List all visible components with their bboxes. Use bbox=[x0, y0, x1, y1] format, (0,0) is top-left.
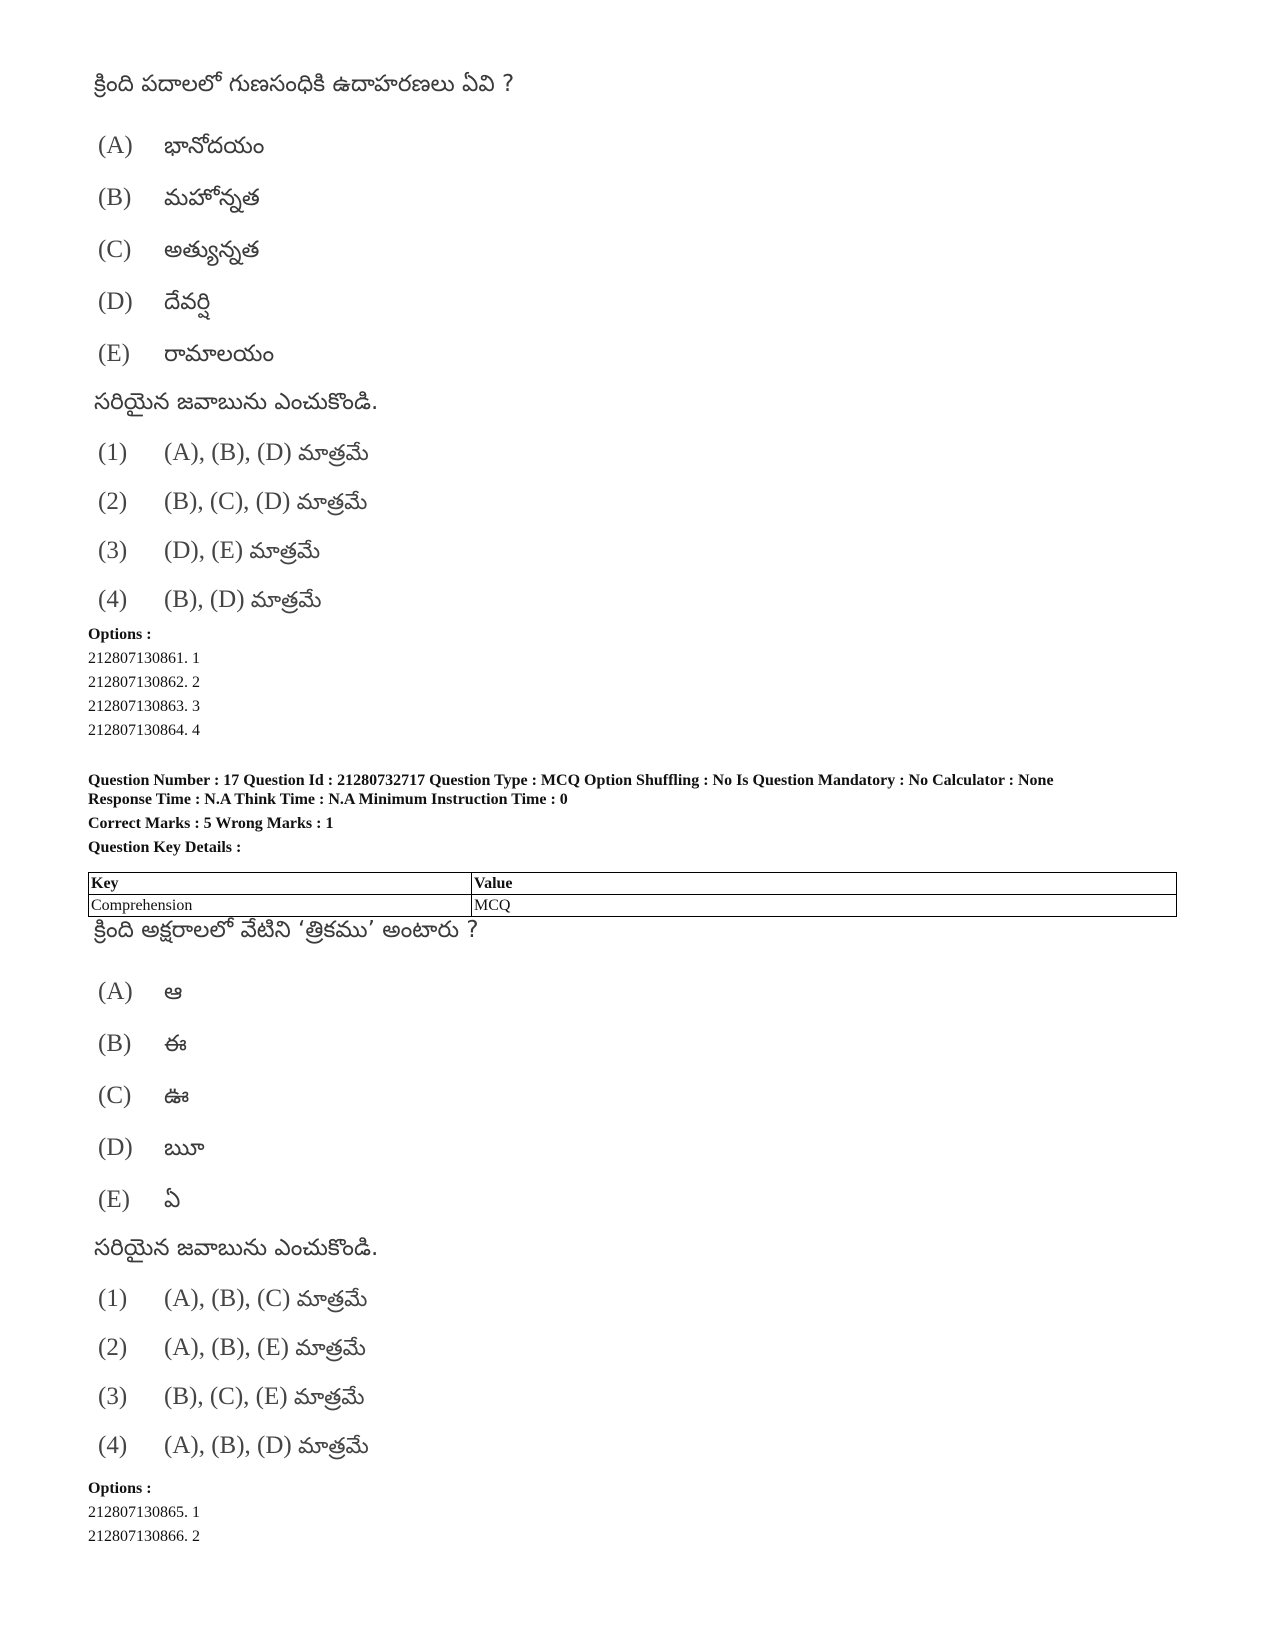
option-item: 212807130866. 2 bbox=[88, 1528, 200, 1545]
item-text: రామాలయం bbox=[164, 341, 275, 367]
item-label: (A) bbox=[98, 132, 133, 159]
marks-line: Correct Marks : 5 Wrong Marks : 1 bbox=[88, 815, 334, 832]
question-instruction: సరియైన జవాబును ఎంచుకొండి. bbox=[94, 1235, 379, 1261]
table-header-cell: Key bbox=[89, 873, 472, 895]
table-header-row bbox=[89, 873, 1177, 895]
answer-choices: (D), (E) bbox=[164, 536, 244, 564]
answer-choices: (A), (B), (D) bbox=[164, 438, 292, 466]
answer-choices: (B), (C), (D) bbox=[164, 487, 291, 515]
answer-choices: (A), (B), (C) bbox=[164, 1284, 291, 1312]
option-item: 212807130865. 1 bbox=[88, 1504, 200, 1521]
answer-label: (2) bbox=[98, 488, 128, 515]
question-item bbox=[88, 120, 514, 172]
item-label: (B) bbox=[98, 1030, 132, 1057]
question-stem: క్రింది పదాలలో గుణసంధికి ఉదాహరణలు ఏవి ? bbox=[94, 71, 515, 97]
question-16-image bbox=[88, 68, 514, 624]
answer-suffix: మాత్రమే bbox=[295, 1335, 366, 1361]
answer-suffix: మాత్రమే bbox=[293, 1384, 365, 1410]
answer-suffix: మాత్రమే bbox=[250, 587, 322, 613]
question-item bbox=[88, 224, 514, 276]
item-text: ఊ bbox=[164, 1083, 190, 1109]
item-text: ఆ bbox=[164, 979, 183, 1005]
question-item bbox=[88, 172, 514, 224]
table-cell: MCQ bbox=[472, 895, 1177, 917]
answer-label: (1) bbox=[98, 439, 128, 466]
metadata-line: Question Number : 17 Question Id : 21280732717 Question Type : MCQ Option Shuffling : No Is Question Mandatory : No Calculator : None bbox=[88, 772, 1054, 789]
option-item: 212807130861. 1 bbox=[88, 650, 200, 667]
answer-suffix: మాత్రమే bbox=[296, 1286, 368, 1312]
item-text: అత్యున్నత bbox=[164, 237, 260, 263]
question-item bbox=[88, 1070, 479, 1122]
table-cell: Comprehension bbox=[89, 895, 472, 917]
item-label: (B) bbox=[98, 184, 132, 211]
question-item bbox=[88, 1174, 479, 1226]
item-label: (D) bbox=[98, 1134, 133, 1161]
item-label: (E) bbox=[98, 340, 130, 367]
answer-suffix: మాత్రమే bbox=[296, 489, 368, 515]
question-item bbox=[88, 1122, 479, 1174]
item-label: (D) bbox=[98, 288, 133, 315]
answer-suffix: మాత్రమే bbox=[297, 440, 369, 466]
answer-choices: (A), (B), (D) bbox=[164, 1431, 292, 1459]
answer-label: (4) bbox=[98, 586, 128, 613]
key-details-heading: Question Key Details : bbox=[88, 839, 242, 856]
item-label: (A) bbox=[98, 978, 133, 1005]
answer-label: (4) bbox=[98, 1432, 128, 1459]
answer-suffix: మాత్రమే bbox=[297, 1433, 369, 1459]
question-item bbox=[88, 1018, 479, 1070]
question-item bbox=[88, 966, 479, 1018]
item-label: (C) bbox=[98, 236, 132, 263]
item-label: (E) bbox=[98, 1186, 130, 1213]
options-list bbox=[88, 623, 200, 743]
item-text: భానోదయం bbox=[164, 133, 265, 159]
metadata-line: Response Time : N.A Think Time : N.A Minimum Instruction Time : 0 bbox=[88, 791, 568, 808]
table-header-cell: Value bbox=[472, 873, 1177, 895]
option-item: 212807130863. 3 bbox=[88, 698, 200, 715]
answer-label: (3) bbox=[98, 1383, 128, 1410]
question-item bbox=[88, 328, 514, 380]
item-text: ఈ bbox=[164, 1031, 187, 1057]
answer-label: (1) bbox=[98, 1285, 128, 1312]
key-details-table bbox=[88, 872, 1177, 917]
options-heading: Options : bbox=[88, 626, 152, 643]
answer-choice bbox=[88, 428, 514, 477]
question-item bbox=[88, 276, 514, 328]
options-heading: Options : bbox=[88, 1480, 152, 1497]
answer-label: (2) bbox=[98, 1334, 128, 1361]
answer-choice bbox=[88, 1323, 479, 1372]
question-stem: క్రింది అక్షరాలలో వేటిని ‘త్రికము’ అంటారు ? bbox=[94, 917, 479, 943]
answer-choice bbox=[88, 526, 514, 575]
item-text: మహోన్నత bbox=[164, 185, 260, 211]
answer-choice bbox=[88, 575, 514, 624]
answer-choice bbox=[88, 1421, 479, 1470]
answer-choice bbox=[88, 1274, 479, 1323]
question-metadata bbox=[88, 771, 1148, 809]
question-17-image bbox=[88, 914, 479, 1470]
options-list bbox=[88, 1477, 200, 1549]
answer-choices: (B), (C), (E) bbox=[164, 1382, 288, 1410]
answer-suffix: మాత్రమే bbox=[249, 538, 321, 564]
answer-choice bbox=[88, 1372, 479, 1421]
answer-choice bbox=[88, 477, 514, 526]
option-item: 212807130864. 4 bbox=[88, 722, 200, 739]
item-text: ఏ bbox=[164, 1187, 181, 1213]
item-label: (C) bbox=[98, 1082, 132, 1109]
question-instruction: సరియైన జవాబును ఎంచుకొండి. bbox=[94, 389, 379, 415]
answer-label: (3) bbox=[98, 537, 128, 564]
answer-choices: (B), (D) bbox=[164, 585, 245, 613]
answer-choices: (A), (B), (E) bbox=[164, 1333, 289, 1361]
item-text: ౠ bbox=[164, 1135, 205, 1161]
option-item: 212807130862. 2 bbox=[88, 674, 200, 691]
item-text: దేవర్షి bbox=[164, 289, 211, 315]
